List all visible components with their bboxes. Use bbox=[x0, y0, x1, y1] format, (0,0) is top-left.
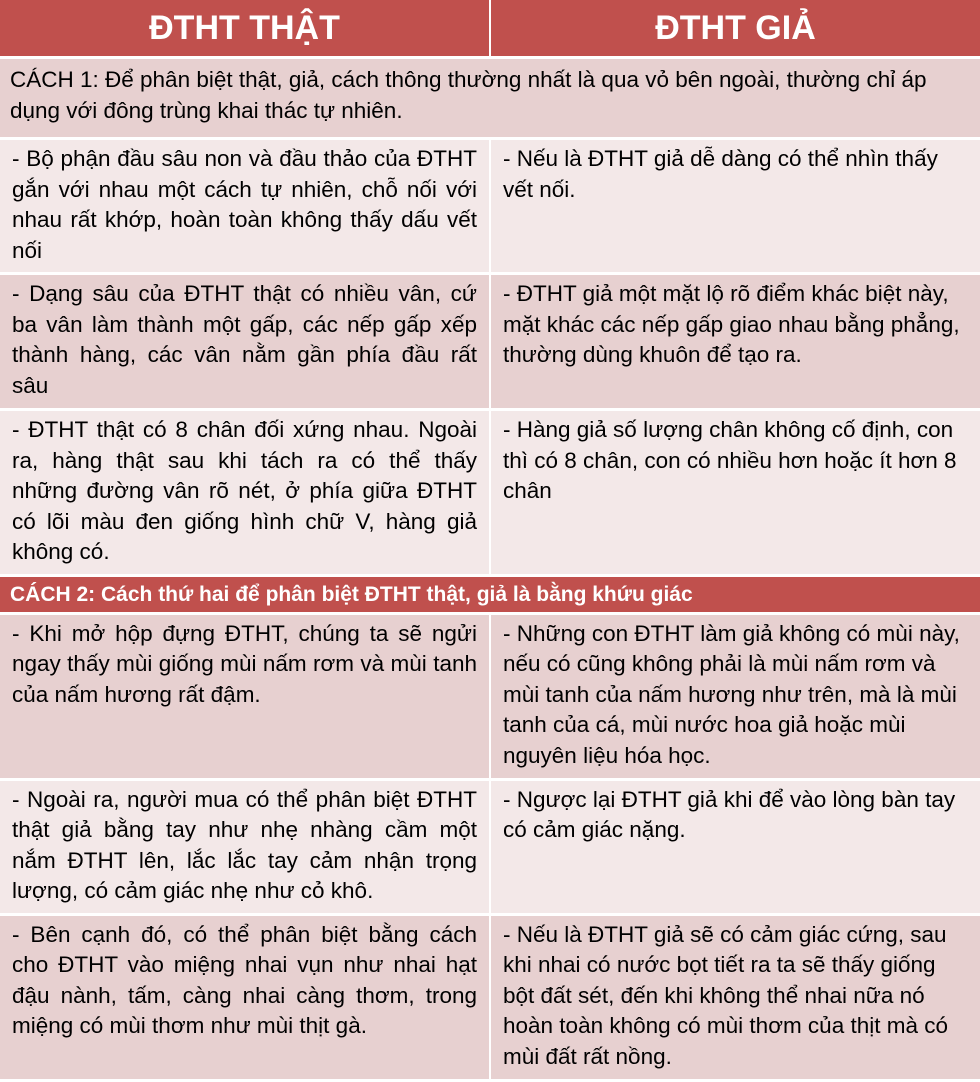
real-cell: - Dạng sâu của ĐTHT thật có nhiều vân, cứ ba vân làm thành một gấp, các nếp gấp xếp thành hàng, các vân nằm gần phía đầu rất sâu bbox=[0, 274, 490, 410]
table-row bbox=[0, 914, 980, 1080]
real-cell: - Bên cạnh đó, có thể phân biệt bằng cách cho ĐTHT vào miệng nhai vụn như nhai hạt đậu nành, tấm, càng nhai càng thơm, trong miệng có mùi thơm như mùi thịt gà. bbox=[0, 914, 490, 1080]
method2-title-row bbox=[0, 575, 980, 613]
method1-note: CÁCH 1: Để phân biệt thật, giả, cách thông thường nhất là qua vỏ bên ngoài, thường chỉ áp dụng với đông trùng khai thác tự nhiên. bbox=[0, 58, 980, 139]
real-cell: - Ngoài ra, người mua có thể phân biệt ĐTHT thật giả bằng tay như nhẹ nhàng cầm một nắm ĐTHT lên, lắc lắc tay cảm nhận trọng lượng, có cảm giác nhẹ như cỏ khô. bbox=[0, 779, 490, 914]
table-row bbox=[0, 613, 980, 779]
method1-note-row bbox=[0, 58, 980, 139]
table-row bbox=[0, 274, 980, 410]
header-fake: ĐTHT GIẢ bbox=[490, 0, 980, 58]
fake-cell: - Ngược lại ĐTHT giả khi để vào lòng bàn tay có cảm giác nặng. bbox=[490, 779, 980, 914]
fake-cell: - Nếu là ĐTHT giả sẽ có cảm giác cứng, sau khi nhai có nước bọt tiết ra ta sẽ thấy giống bột đất sét, đến khi không thể nhai nữa nó hoàn toàn không có mùi thơm của thịt mà có mùi đất rất nồng. bbox=[490, 914, 980, 1080]
header-row bbox=[0, 0, 980, 58]
fake-cell: - Hàng giả số lượng chân không cố định, con thì có 8 chân, con có nhiều hơn hoặc ít hơn 8 chân bbox=[490, 410, 980, 576]
real-cell: - ĐTHT thật có 8 chân đối xứng nhau. Ngoài ra, hàng thật sau khi tách ra có thể thấy những đường vân rõ nét, ở phía giữa ĐTHT có lõi màu đen giống hình chữ V, hàng giả không có. bbox=[0, 410, 490, 576]
fake-cell: - Những con ĐTHT làm giả không có mùi này, nếu có cũng không phải là mùi nấm rơm và mùi tanh của nấm hương như trên, mà là mùi tanh của cá, mùi nước hoa giả hoặc mùi nguyên liệu hóa học. bbox=[490, 613, 980, 779]
table-row bbox=[0, 139, 980, 274]
fake-cell: - ĐTHT giả một mặt lộ rõ điểm khác biệt này, mặt khác các nếp gấp giao nhau bằng phẳng, thường dùng khuôn để tạo ra. bbox=[490, 274, 980, 410]
method2-title: CÁCH 2: Cách thứ hai để phân biệt ĐTHT thật, giả là bằng khứu giác bbox=[0, 575, 980, 613]
real-cell: - Khi mở hộp đựng ĐTHT, chúng ta sẽ ngửi ngay thấy mùi giống mùi nấm rơm và mùi tanh của nấm hương rất đậm. bbox=[0, 613, 490, 779]
real-cell: - Bộ phận đầu sâu non và đầu thảo của ĐTHT gắn với nhau một cách tự nhiên, chỗ nối với nhau rất khớp, hoàn toàn không thấy dấu vết nối bbox=[0, 139, 490, 274]
table-row bbox=[0, 779, 980, 914]
table-row bbox=[0, 410, 980, 576]
header-real: ĐTHT THẬT bbox=[0, 0, 490, 58]
fake-cell: - Nếu là ĐTHT giả dễ dàng có thể nhìn thấy vết nối. bbox=[490, 139, 980, 274]
